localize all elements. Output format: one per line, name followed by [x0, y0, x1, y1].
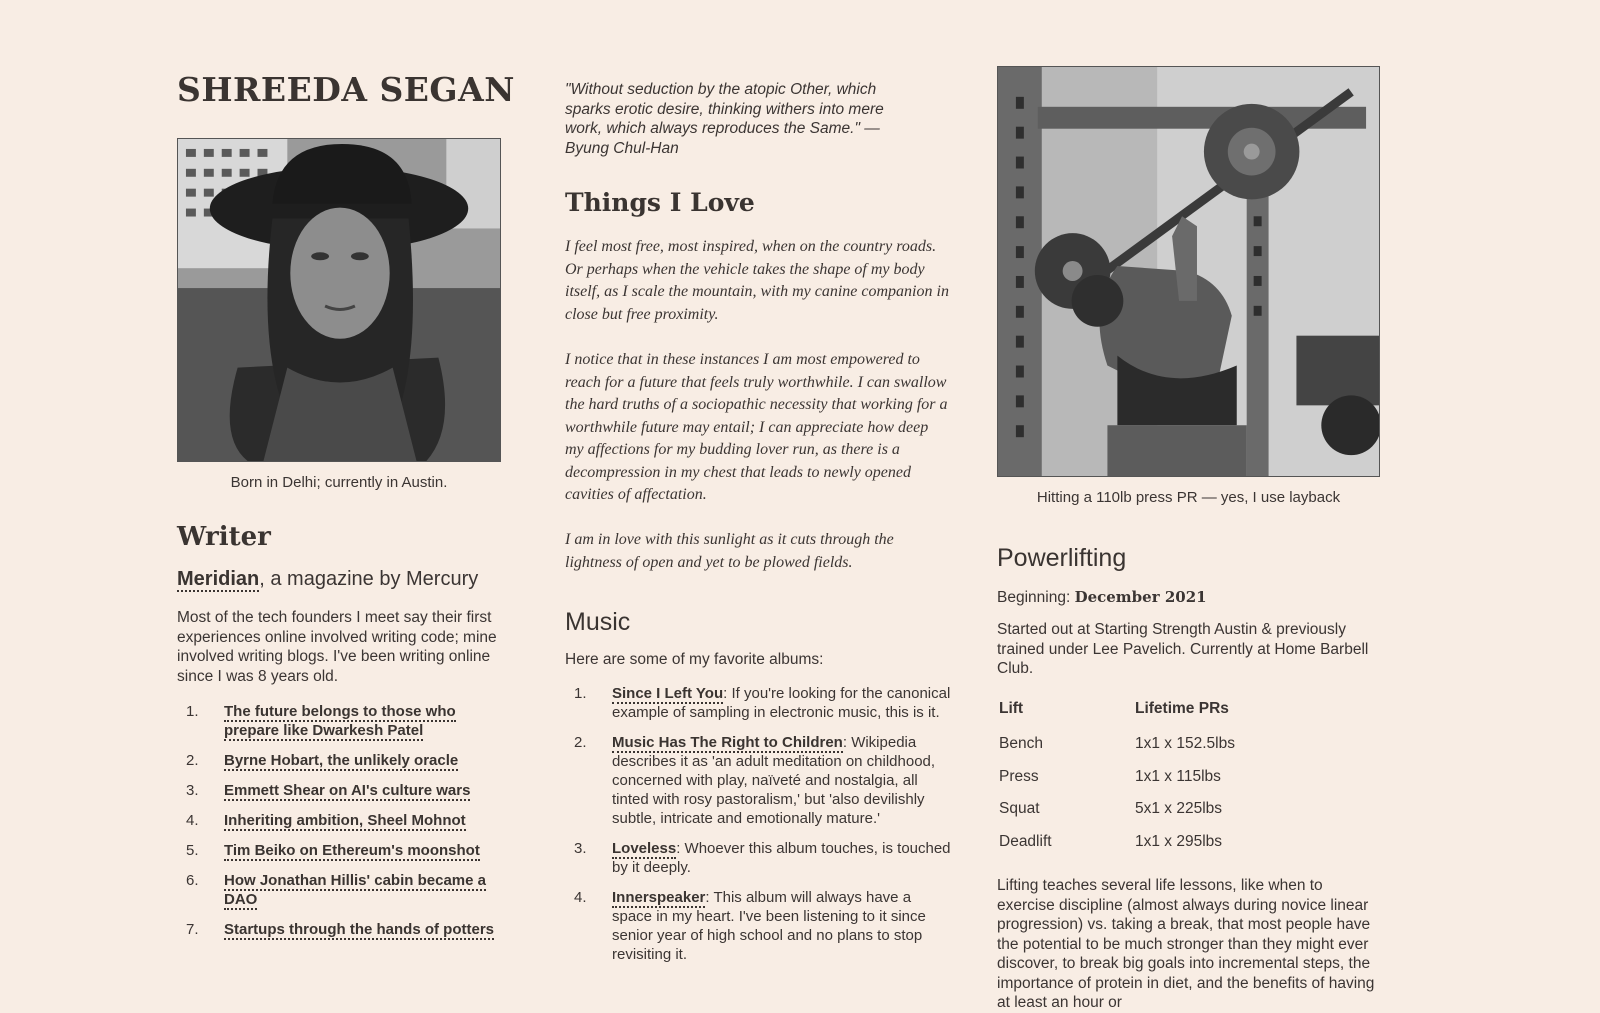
- album-link[interactable]: Loveless: [612, 840, 677, 857]
- article-link[interactable]: Tim Beiko on Ethereum's moonshot: [224, 842, 480, 859]
- table-row: [997, 793, 1235, 826]
- album-description: : Whoever this album touches, is touched by it deeply.: [612, 840, 951, 876]
- article-link[interactable]: The future belongs to those who prepare like Dwarkesh Patel: [224, 703, 456, 739]
- lifetime-prs-table: [997, 700, 1235, 858]
- list-number: 4.: [574, 889, 587, 906]
- album-description: : If you're looking for the canonical example of sampling in electronic music, this is it.: [612, 685, 951, 721]
- love-paragraph: I feel most free, most inspired, when on the country roads. Or perhaps when the vehicle takes the shape of my body itself, as I scale the mountain, with my canine companion in close but free proximity.: [565, 238, 949, 323]
- article-list: [177, 702, 507, 950]
- album-list: [565, 684, 955, 975]
- beginning-date: [997, 588, 1207, 607]
- list-number: 5.: [186, 842, 199, 859]
- writer-heading: Writer: [177, 522, 271, 552]
- list-number: 3.: [186, 782, 199, 799]
- article-link[interactable]: Inheriting ambition, Sheel Mohnot: [224, 812, 466, 829]
- love-paragraph: I notice that in these instances I am most empowered to reach for a future that feels truly worthwhile. I can swallow the hard truths of a sociopathic necessity that working for a worthwhile future may entail; I can appreciate how deep my affections for my budding lover run, as there is a decompression in my chest that leads to newly opened cavities of affectation.: [565, 351, 948, 503]
- list-item: [177, 751, 507, 770]
- album-link[interactable]: Music Has The Right to Children: [612, 734, 843, 751]
- article-link[interactable]: How Jonathan Hillis' cabin became a DAO: [224, 872, 486, 908]
- publication-description: , a magazine by Mercury: [259, 568, 479, 590]
- list-number: 3.: [574, 840, 587, 857]
- powerlifting-heading: Powerlifting: [997, 544, 1127, 572]
- lift-name: Squat: [999, 800, 1040, 818]
- album-description: : Wikipedia describes it as 'an adult meditation on childhood, concerned with play, naïveté and nostalgia, all tinted with rosy pastoralism,' but 'also devilishly subtle, intricate and emotionally mature.': [612, 734, 936, 827]
- article-link[interactable]: Startups through the hands of potters: [224, 921, 494, 938]
- list-item: [177, 841, 507, 860]
- music-intro: Here are some of my favorite albums:: [565, 651, 824, 668]
- things-i-love-heading: Things I Love: [565, 188, 755, 217]
- lift-name: Press: [999, 767, 1039, 785]
- table-row: [997, 826, 1235, 859]
- list-item: [177, 871, 507, 909]
- list-number: 7.: [186, 921, 199, 938]
- list-number: 1.: [186, 703, 199, 720]
- list-item: [565, 839, 955, 877]
- writer-intro: Most of the tech founders I meet say their first experiences online involved writing code; mine involved writing blogs. I've been writing online since I was 8 years old.: [177, 609, 497, 685]
- love-paragraph: I am in love with this sunlight as it cuts through the lightness of open and yet to be plowed fields.: [565, 531, 894, 571]
- epigraph-quote: "Without seduction by the atopic Other, which sparks erotic desire, thinking withers into mere work, which always reproduces the Same." — Byung Chul-Han: [565, 81, 884, 157]
- list-item: [177, 781, 507, 800]
- lift-pr: 1x1 x 295lbs: [1135, 832, 1223, 850]
- album-link[interactable]: Innerspeaker: [612, 889, 706, 906]
- music-heading: Music: [565, 608, 631, 636]
- album-description: : This album will always have a space in my heart. I've been listening to it since senior year of high school and no plans to stop revisiting it.: [612, 889, 926, 963]
- list-number: 2.: [186, 752, 199, 769]
- table-header-row: [997, 700, 1235, 728]
- list-number: 1.: [574, 685, 587, 702]
- writer-publication: [177, 568, 478, 591]
- list-item: [565, 888, 955, 964]
- album-link[interactable]: Since I Left You: [612, 685, 724, 702]
- article-link[interactable]: Byrne Hobart, the unlikely oracle: [224, 752, 459, 769]
- portrait-photo: [177, 138, 501, 462]
- list-number: 6.: [186, 872, 199, 889]
- lift-pr: 1x1 x 115lbs: [1135, 767, 1221, 785]
- lift-name: Bench: [999, 735, 1043, 753]
- powerlifting-description: Started out at Starting Strength Austin & previously trained under Lee Pavelich. Currently at Home Barbell Club.: [997, 621, 1369, 677]
- lifting-lessons: Lifting teaches several life lessons, like when to exercise discipline (almost always during novice linear progression) vs. taking a break, that most people have the potential to be much stronger than they might ever discover, to break big goals into incremental steps, the importance of protein in diet, and the benefits of having at least an hour or: [997, 877, 1375, 1011]
- lifting-photo-caption: Hitting a 110lb press PR — yes, I use layback: [1036, 489, 1341, 506]
- article-link[interactable]: Emmett Shear on AI's culture wars: [224, 782, 471, 799]
- lift-pr: 5x1 x 225lbs: [1135, 800, 1223, 818]
- list-item: [177, 811, 507, 830]
- lifting-photo: [997, 66, 1380, 477]
- list-number: 2.: [574, 734, 587, 751]
- table-row: [997, 761, 1235, 794]
- lift-pr: 1x1 x 152.5lbs: [1135, 735, 1235, 753]
- list-number: 4.: [186, 812, 199, 829]
- table-row: [997, 728, 1235, 761]
- beginning-value: December 2021: [1074, 588, 1207, 606]
- portrait-caption: Born in Delhi; currently in Austin.: [230, 474, 448, 491]
- meridian-link[interactable]: Meridian: [177, 568, 260, 590]
- list-item: [565, 733, 955, 828]
- list-item: [177, 920, 507, 939]
- lift-name: Deadlift: [999, 832, 1052, 850]
- beginning-label: Beginning:: [997, 589, 1075, 606]
- list-item: [565, 684, 955, 722]
- column-header-lift: Lift: [999, 700, 1024, 717]
- list-item: [177, 702, 507, 740]
- site-title: SHREEDA SEGAN: [177, 70, 515, 109]
- column-header-prs: Lifetime PRs: [1135, 700, 1229, 717]
